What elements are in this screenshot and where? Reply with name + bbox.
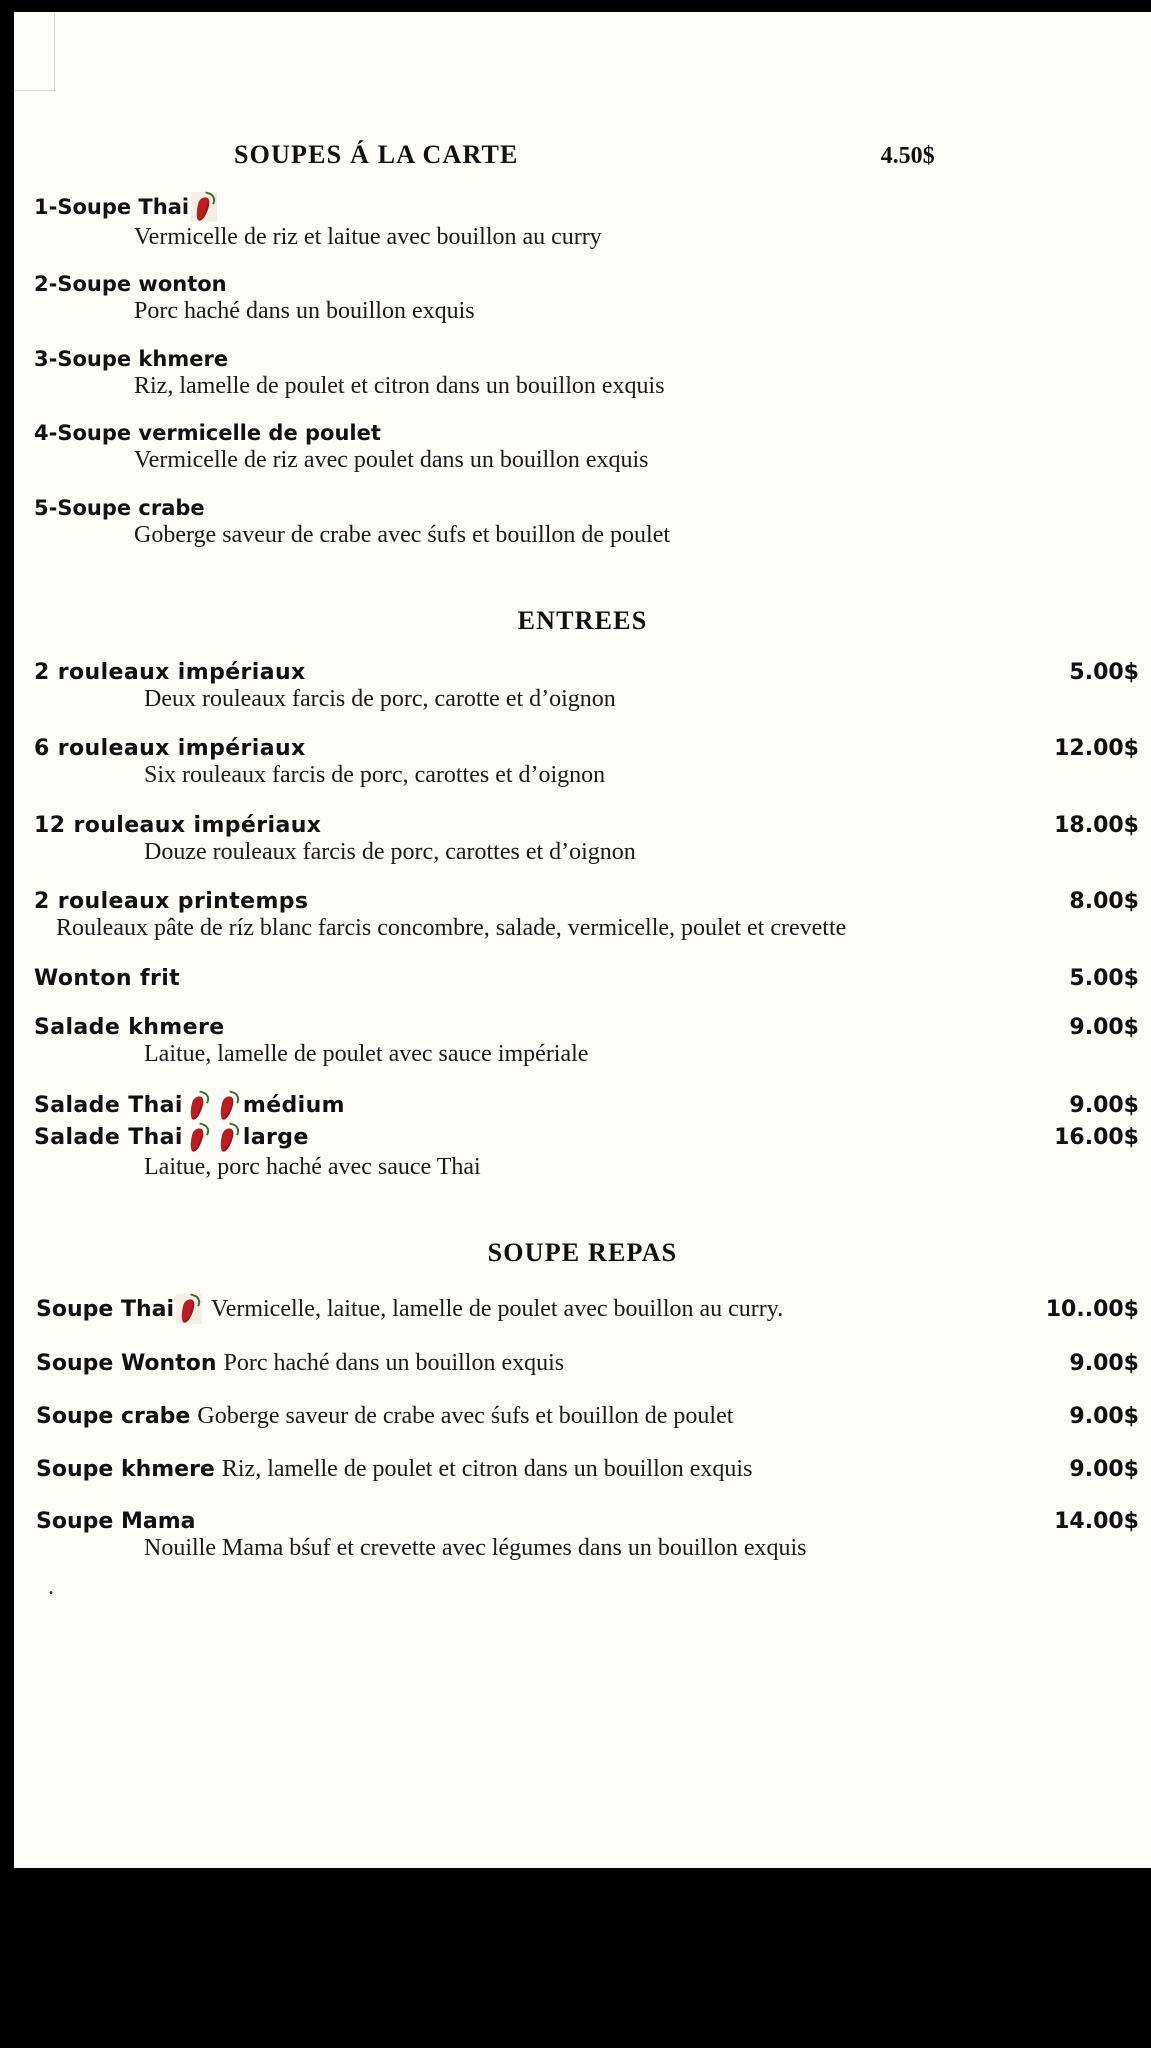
item-description: Six rouleaux farcis de porc, carottes et d’oignon bbox=[144, 762, 606, 789]
item-price: 14.00$ bbox=[1054, 1509, 1139, 1535]
list-item bbox=[14, 347, 1151, 399]
section-title: SOUPES Á LA CARTE bbox=[234, 140, 519, 169]
list-item bbox=[14, 1509, 1151, 1561]
item-row bbox=[34, 889, 1139, 914]
dot-leader bbox=[322, 831, 1053, 832]
item-description: Vermicelle de riz et laitue avec bouillon au curry bbox=[134, 224, 602, 250]
item-description: Laitue, porc haché avec sauce Thai bbox=[144, 1153, 481, 1180]
item-row bbox=[34, 660, 1139, 685]
dot-leader bbox=[195, 1527, 1054, 1528]
item-name: 2 rouleaux impériaux bbox=[34, 659, 306, 685]
item-description: Goberge saveur de crabe avec śufs et bouillon de poulet bbox=[197, 1403, 734, 1430]
item-name: 6 rouleaux impériaux bbox=[34, 736, 306, 762]
section-header-a-la-carte bbox=[14, 140, 1151, 170]
item-name: 5-Soupe crabe bbox=[34, 495, 205, 520]
item-row bbox=[34, 966, 1139, 991]
item-name: Wonton frit bbox=[34, 965, 181, 991]
list-item bbox=[14, 660, 1151, 712]
item-name: Soupe crabe bbox=[36, 1404, 191, 1430]
item-name bbox=[36, 1294, 204, 1324]
list-item bbox=[14, 966, 1151, 991]
item-price: 9.00$ bbox=[1069, 1457, 1139, 1483]
item-name-row bbox=[34, 192, 1151, 222]
item-description: Porc haché dans un bouillon exquis bbox=[134, 298, 475, 325]
item-name bbox=[34, 1091, 345, 1121]
item-price: 9.00$ bbox=[1069, 1093, 1139, 1119]
menu-page bbox=[14, 12, 1151, 1868]
dot-leader bbox=[307, 754, 1053, 755]
list-item bbox=[14, 1015, 1151, 1067]
item-price: 9.00$ bbox=[1069, 1404, 1139, 1430]
item-name-text: Salade Thai bbox=[34, 1125, 183, 1151]
item-name-row bbox=[34, 421, 1151, 445]
item-row bbox=[34, 1015, 1139, 1040]
chili-pepper-icon bbox=[215, 1091, 241, 1121]
item-price: 18.00$ bbox=[1054, 812, 1139, 838]
item-name-text: Salade Thai bbox=[34, 1093, 183, 1119]
item-price: 16.00$ bbox=[1054, 1125, 1139, 1151]
menu-content bbox=[14, 12, 1151, 1601]
item-description: Porc haché dans un bouillon exquis bbox=[223, 1350, 565, 1377]
item-description: Goberge saveur de crabe avec śufs et bouillon de poulet bbox=[134, 521, 671, 548]
item-name-row bbox=[34, 272, 1151, 296]
dot-leader bbox=[564, 1369, 1069, 1370]
section-title-entrees: ENTREES bbox=[517, 605, 648, 635]
item-name: 2-Soupe wonton bbox=[34, 272, 227, 297]
item-description: Douze rouleaux farcis de porc, carottes et d’oignon bbox=[144, 838, 636, 865]
item-row bbox=[34, 1123, 1139, 1153]
dot-leader bbox=[733, 1422, 1069, 1423]
list-item bbox=[36, 1294, 1139, 1324]
item-price: 8.00$ bbox=[1069, 889, 1139, 915]
item-price: 5.00$ bbox=[1069, 965, 1139, 991]
chili-pepper-icon bbox=[176, 1294, 202, 1324]
item-size: médium bbox=[242, 1093, 345, 1119]
item-description: Vermicelle de riz avec poulet dans un bouillon exquis bbox=[134, 447, 649, 474]
item-name-text: Soupe Thai bbox=[36, 1296, 175, 1322]
list-item bbox=[14, 1091, 1151, 1180]
item-price: 9.00$ bbox=[1069, 1351, 1139, 1377]
list-item bbox=[14, 272, 1151, 324]
item-price: 10..00$ bbox=[1045, 1296, 1139, 1322]
item-name bbox=[34, 1123, 309, 1153]
item-row bbox=[34, 736, 1139, 761]
dot-leader bbox=[346, 1111, 1068, 1112]
item-name: 2 rouleaux printemps bbox=[34, 889, 309, 915]
chili-pepper-icon bbox=[191, 192, 217, 222]
dot-leader bbox=[310, 1143, 1053, 1144]
item-row bbox=[34, 813, 1139, 838]
list-item bbox=[14, 813, 1151, 865]
item-name: Soupe Mama bbox=[36, 1509, 196, 1535]
chili-pepper-icon bbox=[185, 1091, 211, 1121]
list-item bbox=[36, 1456, 1139, 1483]
dot-leader bbox=[181, 984, 1068, 985]
list-item bbox=[36, 1350, 1139, 1377]
item-description: Nouille Mama bśuf et crevette avec légumes dans un bouillon exquis bbox=[144, 1535, 807, 1562]
item-name: Soupe khmere bbox=[36, 1457, 215, 1483]
item-description: Vermicelle, laitue, lamelle de poulet avec bouillon au curry. bbox=[211, 1295, 784, 1322]
list-item bbox=[14, 496, 1151, 548]
dot-leader bbox=[752, 1475, 1069, 1476]
item-description: Laitue, lamelle de poulet avec sauce impériale bbox=[144, 1040, 589, 1067]
item-name: 12 rouleaux impériaux bbox=[34, 812, 322, 838]
section-price: 4.50$ bbox=[880, 143, 935, 169]
item-name: 1-Soupe Thai bbox=[34, 195, 190, 219]
list-item bbox=[36, 1403, 1139, 1430]
item-name-row bbox=[34, 347, 1151, 371]
chili-pepper-icon bbox=[215, 1123, 241, 1153]
dot-leader bbox=[783, 1315, 1046, 1316]
item-row bbox=[34, 1091, 1139, 1121]
item-name-row bbox=[34, 496, 1151, 520]
list-item bbox=[14, 192, 1151, 250]
section-title-soupe-repas: SOUPE REPAS bbox=[487, 1238, 678, 1268]
item-name: Soupe Wonton bbox=[36, 1351, 217, 1377]
item-price: 5.00$ bbox=[1069, 659, 1139, 685]
item-price: 12.00$ bbox=[1054, 736, 1139, 762]
footer-mark: . bbox=[48, 1573, 54, 1600]
item-description: Riz, lamelle de poulet et citron dans un bouillon exquis bbox=[134, 372, 665, 399]
item-price: 9.00$ bbox=[1069, 1014, 1139, 1040]
item-description: Riz, lamelle de poulet et citron dans un bouillon exquis bbox=[221, 1456, 753, 1483]
item-size: large bbox=[242, 1125, 309, 1151]
item-row bbox=[36, 1509, 1139, 1534]
list-item bbox=[14, 736, 1151, 788]
chili-pepper-icon bbox=[185, 1123, 211, 1153]
item-description: Deux rouleaux farcis de porc, carotte et d’oignon bbox=[144, 685, 616, 712]
dot-leader bbox=[309, 907, 1068, 908]
item-name: 3-Soupe khmere bbox=[34, 346, 229, 371]
item-description: Rouleaux pâte de ríz blanc farcis concombre, salade, vermicelle, poulet et crevette bbox=[56, 915, 847, 942]
item-name: Salade khmere bbox=[34, 1014, 225, 1040]
dot-leader bbox=[307, 678, 1069, 679]
list-item bbox=[14, 889, 1151, 941]
item-name: 4-Soupe vermicelle de poulet bbox=[34, 421, 381, 446]
list-item bbox=[14, 421, 1151, 473]
dot-leader bbox=[226, 1033, 1069, 1034]
